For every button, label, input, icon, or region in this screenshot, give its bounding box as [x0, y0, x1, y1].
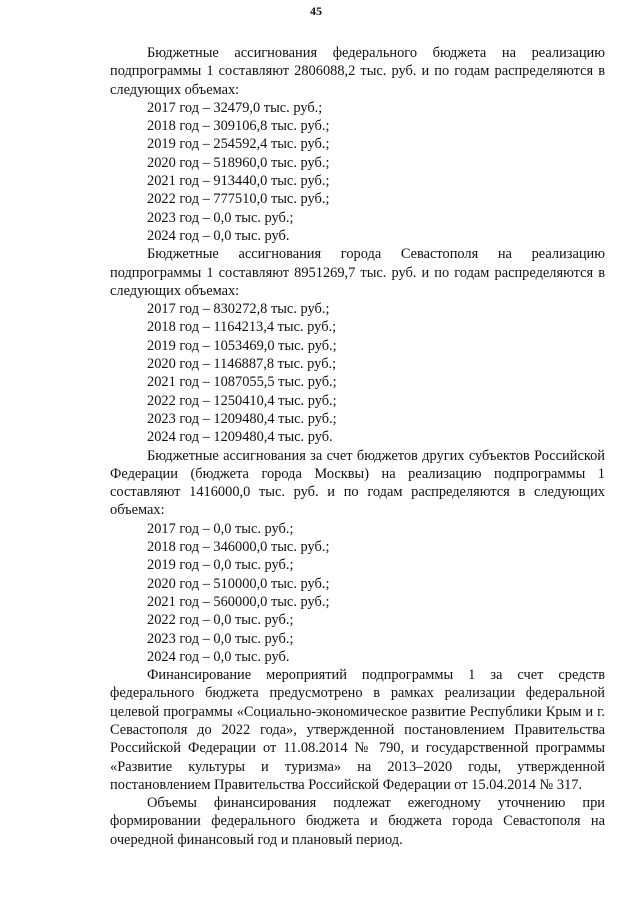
year-item: 2020 год – 510000,0 тыс. руб.;	[147, 575, 330, 592]
year-item: 2023 год – 0,0 тыс. руб.;	[147, 209, 294, 226]
year-item: 2021 год – 560000,0 тыс. руб.;	[147, 593, 330, 610]
year-item: 2020 год – 1146887,8 тыс. руб.;	[147, 356, 337, 373]
year-item: 2017 год – 0,0 тыс. руб.;	[147, 520, 294, 537]
year-item: 2017 год – 830272,8 тыс. руб.;	[147, 301, 330, 318]
year-item: 2018 год – 309106,8 тыс. руб.;	[147, 118, 330, 135]
year-item: 2024 год – 1209480,4 тыс. руб.	[147, 429, 333, 446]
year-item: 2024 год – 0,0 тыс. руб.	[147, 227, 290, 244]
financing-paragraph: Финансирование мероприятий подпрограммы 1 за счет средств федерального бюджета предусмотрено в рамках реализации федеральной целевой программы «Социально-экономическое развитие Республики Крым и г. Севастополя до 2022 года», утвержденной постановлением Правительства Российской Федерации от 11.08.2014 № 790, и государственной программы «Развитие культуры и туризма» на 2013–2020 годы, утвержденной постановлением Правительства Российской Федерации от 15.04.2014 № 317.	[110, 667, 605, 793]
moscow-budget-intro: Бюджетные ассигнования за счет бюджетов других субъектов Российской Федерации (бюджета города Москвы) на реализацию подпрограммы 1 составляют 1416000,0 тыс. руб. и по годам распределяются в следующих объемах:	[110, 447, 605, 519]
moscow-budget-years	[110, 520, 605, 666]
year-item: 2018 год – 346000,0 тыс. руб.;	[147, 539, 330, 556]
sevastopol-budget-intro: Бюджетные ассигнования города Севастополя на реализацию подпрограммы 1 составляют 8951269,7 тыс. руб. и по годам распределяются в следующих объемах:	[110, 246, 605, 299]
federal-budget-years	[110, 99, 605, 245]
year-item: 2018 год – 1164213,4 тыс. руб.;	[147, 319, 337, 336]
year-item: 2021 год – 1087055,5 тыс. руб.;	[147, 374, 337, 391]
year-item: 2020 год – 518960,0 тыс. руб.;	[147, 154, 330, 171]
year-item: 2019 год – 0,0 тыс. руб.;	[147, 557, 294, 574]
year-item: 2023 год – 0,0 тыс. руб.;	[147, 630, 294, 647]
year-item: 2019 год – 254592,4 тыс. руб.;	[147, 136, 330, 153]
year-item: 2022 год – 777510,0 тыс. руб.;	[147, 191, 330, 208]
year-item: 2019 год – 1053469,0 тыс. руб.;	[147, 337, 337, 354]
federal-budget-intro: Бюджетные ассигнования федерального бюджета на реализацию подпрограммы 1 составляют 2806088,2 тыс. руб. и по годам распределяются в следующих объемах:	[110, 45, 605, 98]
year-item: 2017 год – 32479,0 тыс. руб.;	[147, 99, 323, 116]
closing-paragraph: Объемы финансирования подлежат ежегодному уточнению при формировании федерального бюджета и бюджета города Севастополя на очередной финансовый год и плановый период.	[110, 795, 605, 848]
sevastopol-budget-years	[110, 300, 605, 446]
year-item: 2021 год – 913440,0 тыс. руб.;	[147, 173, 330, 190]
year-item: 2024 год – 0,0 тыс. руб.	[147, 648, 290, 665]
year-item: 2022 год – 0,0 тыс. руб.;	[147, 612, 294, 629]
year-item: 2023 год – 1209480,4 тыс. руб.;	[147, 410, 337, 427]
document-body	[110, 44, 605, 849]
year-item: 2022 год – 1250410,4 тыс. руб.;	[147, 392, 337, 409]
page-number: 45	[310, 4, 322, 18]
